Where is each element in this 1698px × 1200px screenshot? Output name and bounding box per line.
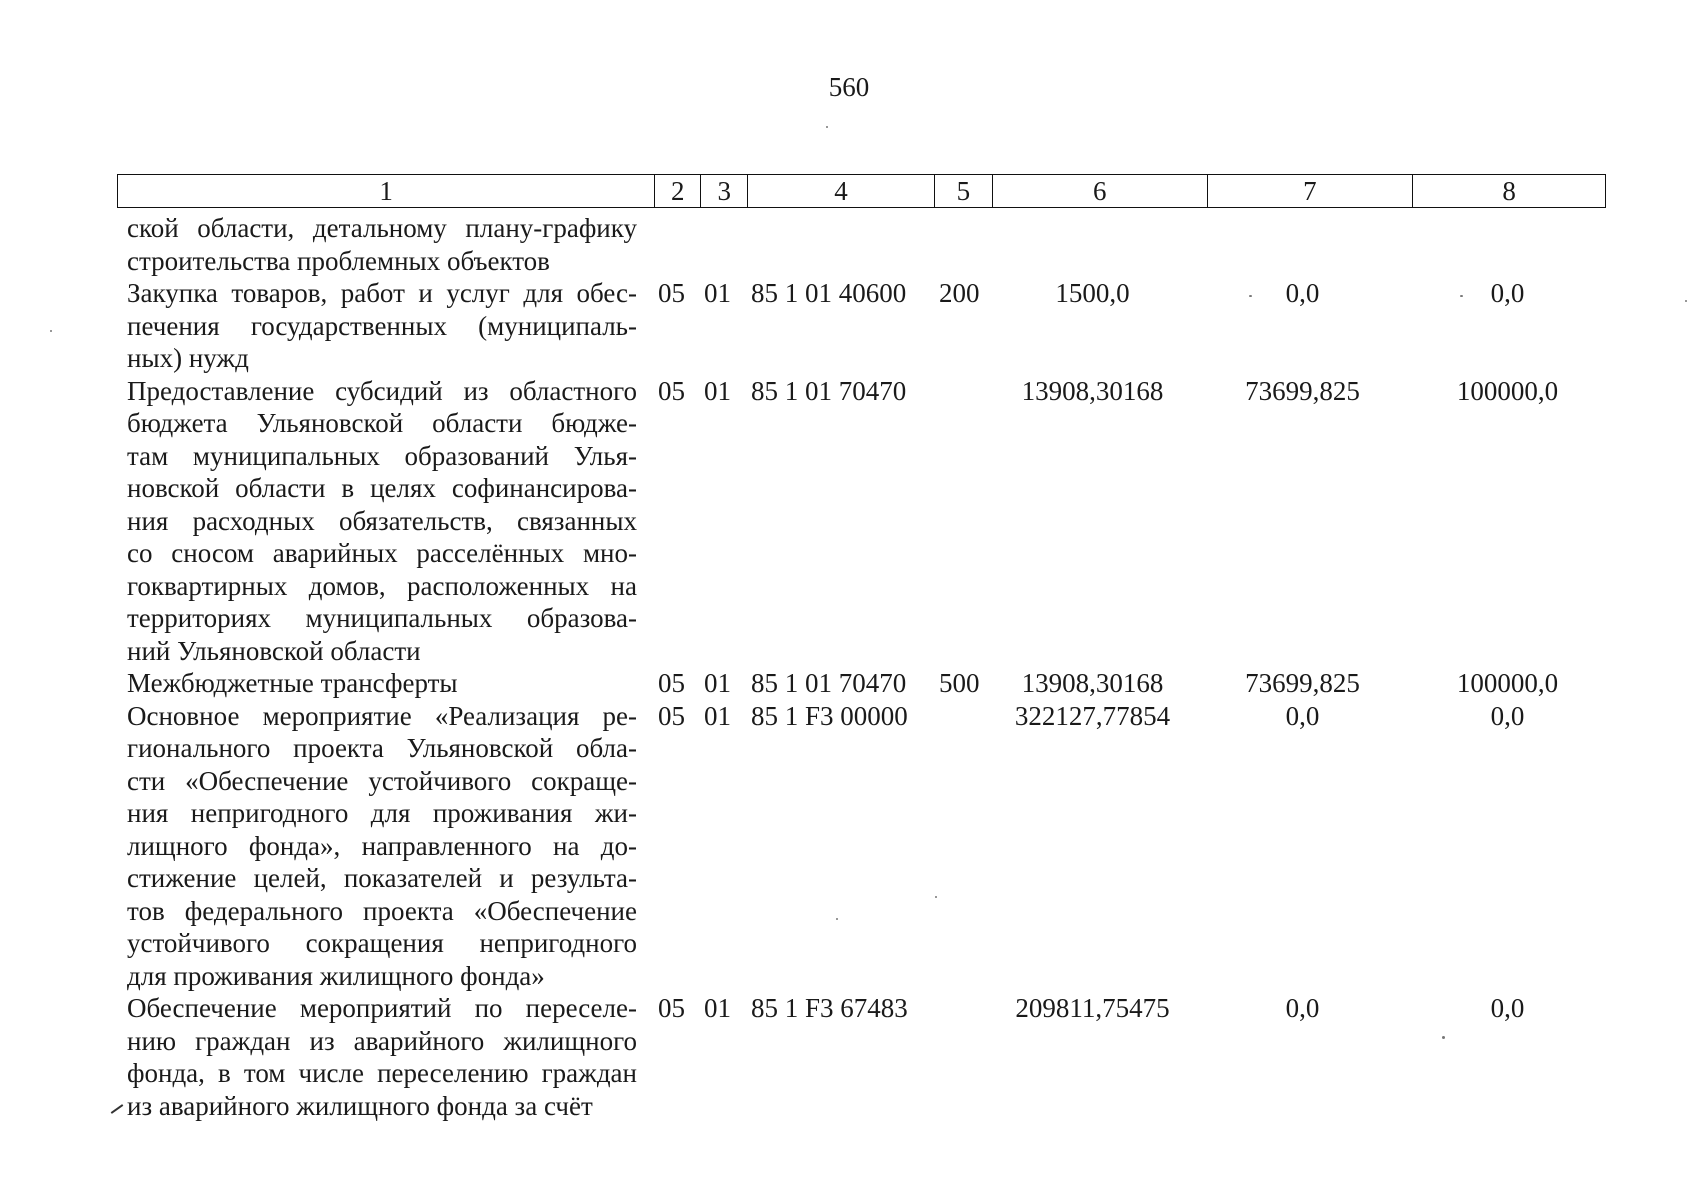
- row-description: [127, 375, 637, 668]
- description-line: новской области в целях софинансирова-: [127, 473, 637, 503]
- cell-col-7: 73699,825: [1245, 668, 1360, 698]
- description-line: гоквартирных домов, расположенных на: [127, 570, 637, 601]
- description-line: из аварийного жилищного фонда за счёт: [127, 1090, 593, 1121]
- scan-speck: [1460, 295, 1463, 297]
- cell-col-2: 05: [658, 668, 685, 698]
- description-line: печения государственных (муниципаль-: [127, 310, 637, 341]
- header-col-4: 4: [748, 175, 935, 207]
- description-line: бюджета Ульяновской области бюдже-: [127, 408, 637, 438]
- cell-col-5: 500: [939, 668, 980, 698]
- description-line: Обеспечение мероприятий по переселе-: [127, 993, 637, 1023]
- cell-col-3: 01: [704, 375, 731, 406]
- description-line: сти «Обеспечение устойчивого сокраще-: [127, 765, 637, 796]
- cell-col-7: 0,0: [1285, 278, 1320, 308]
- scan-speck: [1249, 295, 1252, 297]
- cell-col-8: 100000,0: [1456, 668, 1559, 698]
- description-line: со сносом аварийных расселённых мно-: [127, 538, 637, 568]
- cell-col-3: 01: [704, 278, 731, 308]
- cell-col-4: 85 1 01 70470: [751, 375, 907, 406]
- description-line: строительства проблемных объектов: [127, 245, 550, 276]
- scan-speck: [826, 126, 828, 128]
- cell-col-4: 85 1 F3 00000: [751, 700, 908, 731]
- cell-col-7: 0,0: [1285, 700, 1320, 731]
- scan-speck: [1442, 1036, 1445, 1039]
- header-col-6: 6: [993, 175, 1208, 207]
- description-line: ний Ульяновской области: [127, 635, 421, 666]
- description-line: ской области, детальному плану-графику: [127, 213, 637, 243]
- row-description: [127, 277, 637, 375]
- cell-col-2: 05: [658, 993, 685, 1023]
- description-line: нию граждан из аварийного жилищного: [127, 1025, 637, 1056]
- cell-col-6: 322127,77854: [1014, 700, 1171, 731]
- header-col-5: 5: [935, 175, 993, 207]
- header-col-1: 1: [118, 175, 655, 207]
- header-col-7: 7: [1208, 175, 1414, 207]
- header-col-8: 8: [1502, 176, 1516, 206]
- description-line: стижение целей, показателей и результа-: [127, 863, 637, 893]
- cell-col-8: 0,0: [1490, 278, 1525, 308]
- scan-speck: [836, 918, 838, 920]
- cell-col-4: 85 1 01 40600: [751, 278, 907, 308]
- scan-speck: [1685, 300, 1687, 302]
- description-line: устойчивого сокращения непригодного: [127, 928, 637, 958]
- cell-col-2: 05: [658, 700, 685, 731]
- pen-mark: [111, 1104, 124, 1114]
- description-line: Основное мероприятие «Реализация ре-: [127, 700, 637, 731]
- header-col-3: 3: [701, 175, 748, 207]
- description-line: Межбюджетные трансферты: [127, 668, 458, 698]
- cell-col-6: 209811,75475: [1015, 993, 1170, 1023]
- cell-col-4: 85 1 01 70470: [751, 668, 907, 698]
- cell-col-3: 01: [704, 993, 731, 1023]
- cell-col-3: 01: [704, 700, 731, 731]
- description-line: для проживания жилищного фонда»: [127, 960, 545, 991]
- description-line: ния непригодного для проживания жи-: [127, 798, 637, 828]
- row-description: [127, 700, 637, 993]
- scan-speck: [50, 330, 52, 332]
- description-line: Закупка товаров, работ и услуг для обес-: [127, 278, 637, 308]
- cell-col-6: 1500,0: [1055, 278, 1130, 308]
- row-description: [127, 212, 637, 277]
- page-number: 560: [828, 72, 870, 102]
- description-line: там муниципальных образований Улья-: [127, 440, 637, 471]
- cell-col-7: 73699,825: [1245, 375, 1360, 406]
- cell-col-8: 0,0: [1490, 993, 1525, 1023]
- description-line: территориях муниципальных образова-: [127, 603, 637, 633]
- description-line: ных) нужд: [127, 343, 249, 373]
- cell-col-6: 13908,30168: [1021, 668, 1164, 698]
- description-line: Предоставление субсидий из областного: [127, 375, 637, 406]
- cell-col-2: 05: [658, 278, 685, 308]
- cell-col-4: 85 1 F3 67483: [751, 993, 908, 1023]
- cell-col-6: 13908,30168: [1021, 375, 1164, 406]
- description-line: фонда, в том числе переселению граждан: [127, 1058, 637, 1088]
- cell-col-3: 01: [704, 668, 731, 698]
- scan-speck: [935, 896, 937, 898]
- row-description: [127, 992, 637, 1122]
- cell-col-2: 05: [658, 375, 685, 406]
- cell-col-7: 0,0: [1285, 993, 1320, 1023]
- header-col-2: 2: [655, 175, 701, 207]
- table-header-row: [117, 174, 1606, 208]
- description-line: лищного фонда», направленного на до-: [127, 830, 637, 861]
- description-line: тов федерального проекта «Обеспечение: [127, 895, 637, 926]
- cell-col-8: 0,0: [1490, 700, 1525, 731]
- cell-col-8: 100000,0: [1456, 375, 1559, 406]
- description-line: гионального проекта Ульяновской обла-: [127, 733, 637, 763]
- description-line: ния расходных обязательств, связанных: [127, 505, 637, 536]
- cell-col-5: 200: [939, 278, 980, 308]
- row-description: [127, 667, 637, 700]
